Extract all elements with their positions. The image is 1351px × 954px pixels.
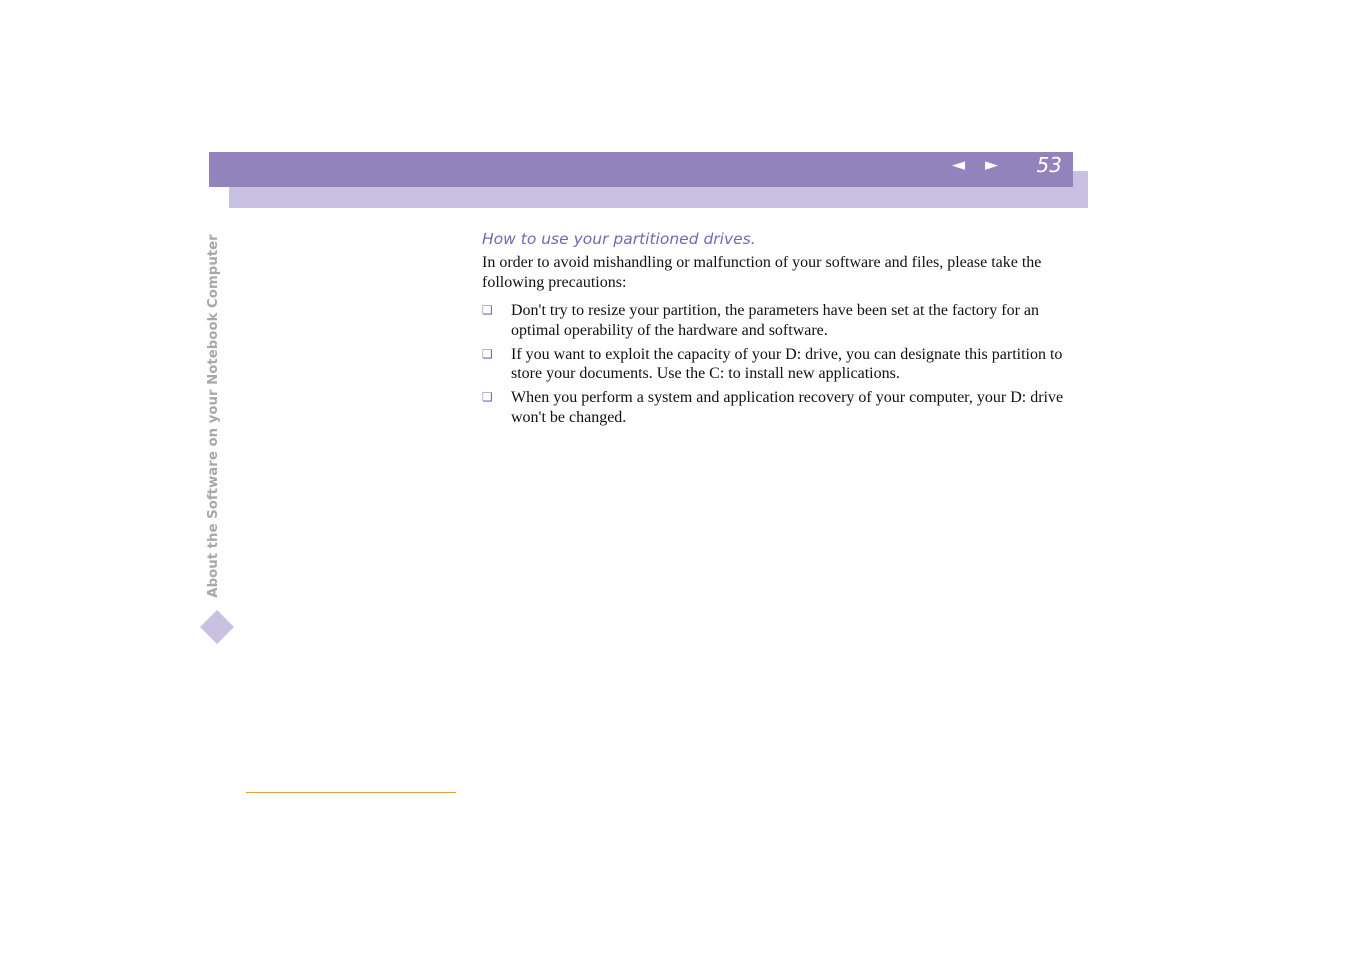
checkbox-bullet-icon: ❑	[482, 346, 493, 361]
list-item-text: Don't try to resize your partition, the parameters have been set at the factory for an optimal operability of the hardware and software.	[511, 302, 1040, 339]
list-item	[482, 345, 1088, 384]
header-band	[209, 152, 1073, 187]
precautions-list	[482, 301, 1088, 427]
checkbox-bullet-icon: ❑	[482, 303, 493, 317]
checkbox-bullet-icon: ❑	[482, 390, 493, 404]
list-item	[482, 388, 1088, 427]
page-number: 53	[1036, 153, 1062, 177]
list-item-text: If you want to exploit the capacity of your D: drive, you can designate this partition to store your documents. Use the C: to install new applications.	[511, 345, 1063, 382]
footer-divider	[246, 792, 456, 793]
list-item	[482, 301, 1088, 340]
list-item-text: When you perform a system and application recovery of your computer, your D: drive won't be changed.	[511, 389, 1064, 426]
previous-page-arrow-icon[interactable]: ◄	[952, 155, 966, 175]
intro-paragraph: In order to avoid mishandling or malfunction of your software and files, please take the following precautions:	[482, 254, 1042, 291]
section-heading: How to use your partitioned drives.	[482, 230, 756, 248]
main-content	[482, 229, 1088, 432]
next-page-arrow-icon[interactable]: ►	[985, 155, 999, 175]
chapter-side-title: About the Software on your Notebook Computer	[206, 234, 221, 598]
